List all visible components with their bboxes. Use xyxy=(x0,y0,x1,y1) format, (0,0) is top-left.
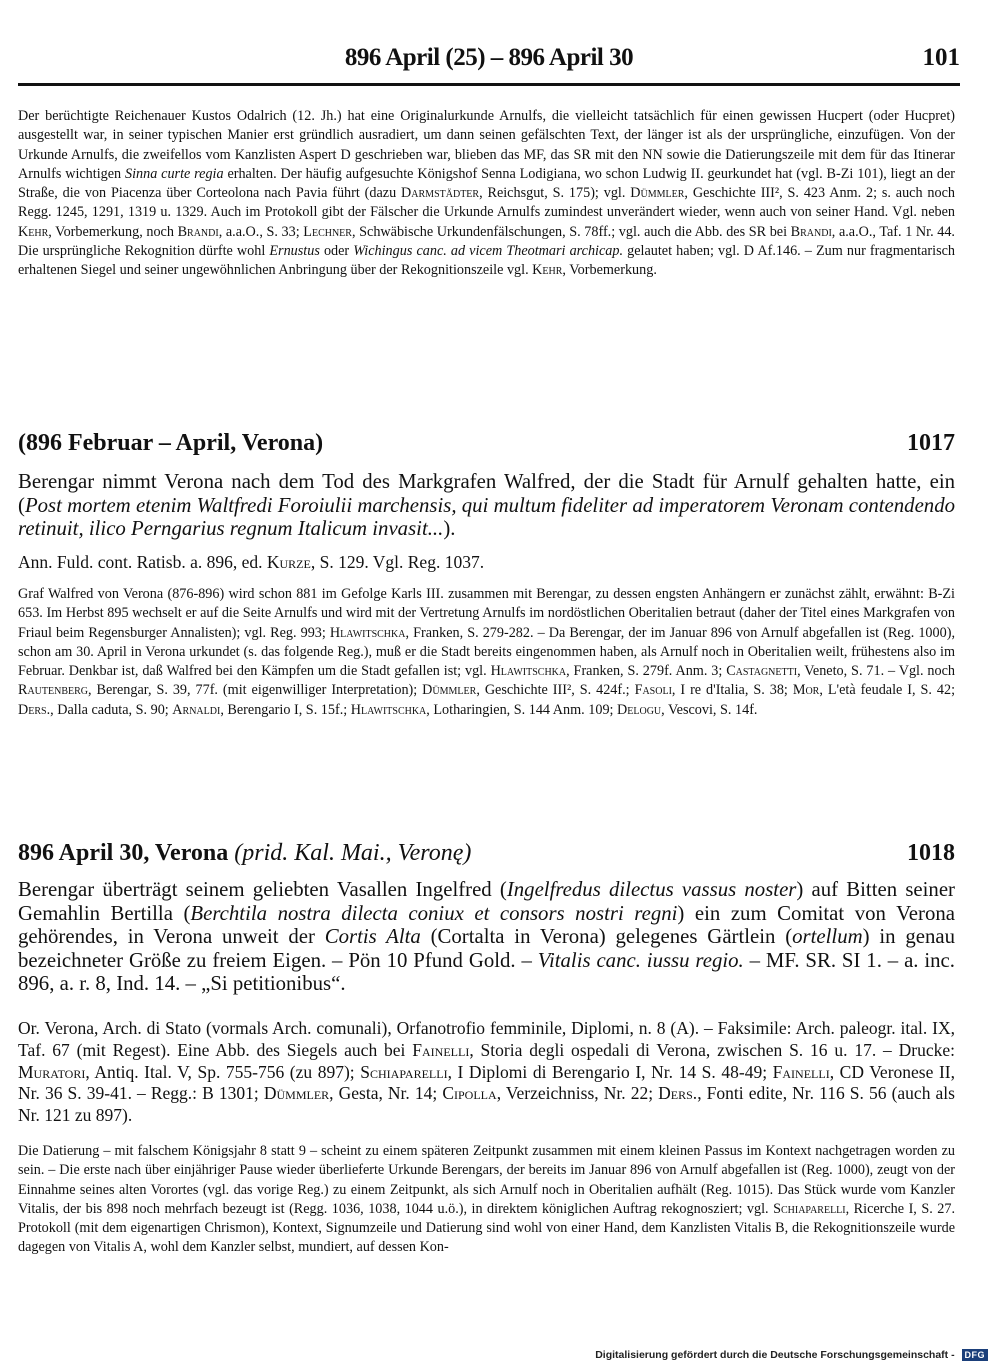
author-name: Hlawitschka xyxy=(350,701,427,718)
entry-1017-title: (896 Februar – April, Verona) xyxy=(18,430,324,456)
text-run: Or. Verona, Arch. di Stato (vormals Arch. comunali), Orfanotrofio femminile, Diplomi, n. 8 (A). – Faksimile: Arch. paleogr. ital. IX, Taf. 67 (mit Regest). Eine Abb. des Siegels auch bei xyxy=(18,1018,955,1060)
latin-quote: Berchtila nostra dilecta coniux et consors nostri regni xyxy=(190,901,678,925)
author-name: Brandi xyxy=(177,223,219,240)
digitization-footer xyxy=(595,1349,988,1361)
author-name: Delogu xyxy=(617,701,662,718)
text-run: Die Datierung – mit falschem Königsjahr 8 statt 9 – scheint zu einem späteren Zeitpunkt zusammen mit einem kleinen Passus im Kontext nachgetragen worden zu sein. – Die erste nach über einjähriger Pause wieder überlieferte Urkunde Berengars, der bereits im Januar 896 von Arnulf abgefallen ist (Reg. 1000), zeugt von der Einnahme seines alten Vorortes (vgl. das vorige Reg.) zu einem Zeitpunkt, als sich Arnulf noch in Oberitalien aufhält (Reg. 1015). Das Stück wurde vom Kanzler Vitalis, der bis 898 noch mehrfach bezeugt ist (Regg. 1036, 1038, 1044 u.ö.), in direktem königlichen Auftrag rekognosziert; vgl. xyxy=(18,1143,955,1217)
italic-run: Sinna curte regia xyxy=(125,165,224,182)
text-run: , a.a.O., S. 33; xyxy=(218,223,304,240)
entry-1018-title xyxy=(18,840,471,867)
author-name: Ders. xyxy=(18,701,51,718)
entry-1017-commentary xyxy=(18,585,955,720)
dfg-logo: DFG xyxy=(962,1349,989,1361)
author-name: Darmstädter xyxy=(401,185,480,202)
author-name: Schiaparelli xyxy=(360,1061,448,1082)
text-run: Der berüchtigte Reichenauer Kustos Odalrich (12. Jh.) hat eine Originalurkunde Arnulfs, die vielleicht tatsächlich für einen gewissen Hucpert (oder Hucpret) ausgestellt war, in seiner typischen Manier erst gründlich ausradiert, um dann seinen gefälschten Text, der länger ist als der ursprüngliche, einzufügen. Von der Urkunde Arnulfs, die zweifellos vom Kanzlisten Aspert D geschrieben war, blieben das MF, das SR mit den NN sowie die Datierungszeile mit dem für das Itinerar Arnulfs wichtigen xyxy=(18,108,955,182)
text-run: , Antiq. Ital. V, Sp. 755-756 (zu 897); xyxy=(85,1061,361,1082)
author-name: Kurze xyxy=(266,552,311,572)
text-run: oder xyxy=(319,243,354,260)
text-run: – MF. SR. SI 1. – a. inc. 896, a. r. 8, Ind. 14. – „Si petitionibus“. xyxy=(18,948,955,996)
text-run: , CD Veronese II, Nr. 36 S. 39-41. – Regg.: B 1301; xyxy=(18,1061,955,1104)
author-name: Muratori xyxy=(18,1061,86,1082)
text-run: , Vorbemerkung. xyxy=(562,262,657,279)
entry-1018-commentary xyxy=(18,1142,955,1258)
latin-quote: Post mortem etenim Waltfredi Foroiulii marchensis, qui multum fideliter ad imperatorem Veronam contendendo retinuit, ilico Perngarius regnum Italicum invasit... xyxy=(18,493,955,541)
author-name: Hlawitschka xyxy=(329,624,406,641)
text-run: , I Diplomi di Berengario I, Nr. 14 S. 48-49; xyxy=(447,1061,773,1082)
text-run: , Geschichte III², S. 424f.; xyxy=(476,682,635,699)
latin-quote: Vitalis canc. iussu regio. xyxy=(537,948,744,972)
text-run: Graf Walfred von Verona (876-896) wird schon 881 im Gefolge Karls III. zusammen mit Berengar, zu dessen engsten Anhängern er zunächst zählt, erwähnt: B-Zi 653. Im Herbst 895 wechselt er auf die Seite Arnulfs und wird mit der Vertretung Arnulfs im nordöstlichen Oberitalien betraut (daher der Titel eines Markgrafen von Friaul beim Regensburger Annalisten); vgl. Reg. 993; xyxy=(18,586,955,641)
text-run: , Geschichte III², S. 423 Anm. 2; s. auch noch Regg. 1245, 1291, 1319 u. 1329. Auch im Protokoll gibt der Fälscher die Urkunde Arnulfs zumindest unverändert wieder, wenn auch von seiner Hand. Vgl. neben xyxy=(18,185,956,221)
author-name: Kehr xyxy=(532,262,563,279)
previous-commentary xyxy=(18,107,955,281)
text-run: , Franken, S. 279-282. – Da Berengar, der im Januar 896 von Arnulf abgefallen ist (Reg. 1000), schon am 30. April in Verona urkundet (s. das folgende Reg.), muß er die Stadt bereits eingenommen haben, als Arnulf noch in Oberitalien weilt, frühestens also im Februar. Denkbar ist, daß Walfred bei den Kämpfen um die Stadt gefallen ist; vgl. xyxy=(18,624,955,680)
author-name: Castagnetti xyxy=(726,663,798,680)
entry-1017-heading xyxy=(18,430,955,460)
author-name: Fasoli xyxy=(634,682,672,699)
italic-run: Wichingus canc. ad vicem Theotmari archicap. xyxy=(353,243,624,260)
entry-1017-summary xyxy=(18,470,955,541)
author-name: Dümmler xyxy=(422,682,477,699)
author-name: Ders. xyxy=(658,1083,698,1104)
text-run: , Reichsgut, S. 175); vgl. xyxy=(479,185,631,202)
text-run: ) auf Bitten seiner Gemahlin Bertilla ( xyxy=(18,878,955,925)
text-run: , a.a.O., Taf. 1 Nr. 44. Die ursprüngliche Rekognition dürfte wohl xyxy=(18,223,955,260)
author-name: Fainelli xyxy=(772,1061,830,1082)
latin-quote: Ingelfredus dilectus vassus noster xyxy=(506,878,797,901)
entry-1018-date-place: 896 April 30, Verona xyxy=(18,840,235,866)
text-run: , Berengar, S. 39, 77f. (mit eigenwilliger Interpretation); xyxy=(88,682,423,699)
author-name: Dümmler xyxy=(630,185,685,202)
entry-1018-number: 1018 xyxy=(907,840,955,866)
entry-1018-latin-date: (prid. Kal. Mai., Veronę) xyxy=(234,840,472,866)
author-name: Lechner xyxy=(303,223,352,240)
text-run: ). xyxy=(443,517,456,541)
text-run: , Berengario I, S. 15f.; xyxy=(220,701,351,718)
text-run: erhalten. Der häufig aufgesuchte Königshof Senna Lodigiana, wo schon Ludwig II. geurkundet hat (vgl. B-Zi 101), liegt an der Straße, die von Piacenza über Corteolona nach Pavia führt (dazu xyxy=(18,165,956,202)
text-run: , I re d'Italia, S. 38; xyxy=(671,682,793,699)
entry-1018-sources xyxy=(18,1018,955,1127)
author-name: Schiaparelli xyxy=(773,1200,846,1217)
text-run: , Lotharingien, S. 144 Anm. 109; xyxy=(426,701,618,718)
text-run: , Veneto, S. 71. – Vgl. noch xyxy=(797,663,956,680)
author-name: Arnaldi xyxy=(172,701,221,718)
author-name: Rautenberg xyxy=(18,682,89,699)
latin-quote: Cortis Alta xyxy=(324,925,421,949)
text-run: gelautet haben; vgl. D Af.146. – Zum nur fragmentarisch erhaltenen Siegel und seiner ungewöhnlichen Anbringung über der Rekognitionszeile vgl. xyxy=(18,243,955,279)
text-run: , Gesta, Nr. 14; xyxy=(329,1083,443,1104)
text-run: , L'età feudale I, S. 42; xyxy=(819,682,956,699)
text-run: Berengar nimmt Verona nach dem Tod des Markgrafen Walfred, der die Stadt für Arnulf gehalten hatte, ein ( xyxy=(18,470,955,517)
text-run: , Ricerche I, S. 27. Protokoll (mit dem eigenartigen Chrismon), Kontext, Signumzeile und Datierung sind wohl von einer Hand, dem Kanzlisten Vitalis B, die Rekognitionszeile wurde dagegen von Vitalis A, wohl dem Kanzler selbst, mundiert, auf dessen Kon- xyxy=(18,1200,955,1256)
text-run: (Cortalta in Verona) gelegenes Gärtlein ( xyxy=(420,925,793,949)
text-run: , Vorbemerkung, noch xyxy=(48,223,178,240)
entry-1018-heading xyxy=(18,840,955,870)
text-run: , Vescovi, S. 14f. xyxy=(661,701,758,718)
author-name: Brandi xyxy=(790,223,832,240)
text-run: , Schwäbische Urkundenfälschungen, S. 78ff.; vgl. auch die Abb. des SR bei xyxy=(351,223,791,240)
author-name: Mor xyxy=(792,682,820,699)
entry-1017-number: 1017 xyxy=(907,430,955,456)
entry-1018-summary xyxy=(18,878,955,996)
text-run: ) in genau bezeichneter Größe zu freiem Eigen. – Pön 10 Pfund Gold. – xyxy=(18,925,955,972)
running-title: 896 April (25) – 896 April 30 xyxy=(344,44,634,71)
text-run: ) ein zum Comitat von Verona gehörendes, in Verona unweit der xyxy=(18,901,955,949)
author-name: Cipolla xyxy=(442,1083,497,1104)
text-run: Ann. Fuld. cont. Ratisb. a. 896, ed. xyxy=(18,552,267,572)
text-run: , S. 129. Vgl. Reg. 1037. xyxy=(310,552,485,572)
italic-run: Ernustus xyxy=(269,243,320,260)
header-rule xyxy=(18,83,960,86)
page-number: 101 xyxy=(922,44,960,71)
text-run: , Fonti edite, Nr. 116 S. 56 (auch als Nr. 121 zu 897). xyxy=(18,1083,955,1126)
text-run: Berengar überträgt seinem geliebten Vasallen Ingelfred ( xyxy=(18,878,507,901)
text-run: , Dalla caduta, S. 90; xyxy=(50,701,173,718)
running-header xyxy=(18,44,960,84)
text-run: , Storia degli ospedali di Verona, zwischen S. 16 u. 17. – Drucke: xyxy=(469,1039,956,1060)
text-run: , Verzeichniss, Nr. 22; xyxy=(496,1083,659,1104)
author-name: Dümmler xyxy=(263,1083,330,1104)
entry-1017-source xyxy=(18,552,955,574)
author-name: Hlawitschka xyxy=(490,663,567,680)
latin-quote: ortellum xyxy=(792,925,863,949)
text-run: , Franken, S. 279f. Anm. 3; xyxy=(566,663,727,680)
author-name: Kehr xyxy=(18,223,49,240)
footer-text: Digitalisierung gefördert durch die Deutsche Forschungsgemeinschaft - xyxy=(595,1349,955,1361)
author-name: Fainelli xyxy=(412,1039,470,1060)
